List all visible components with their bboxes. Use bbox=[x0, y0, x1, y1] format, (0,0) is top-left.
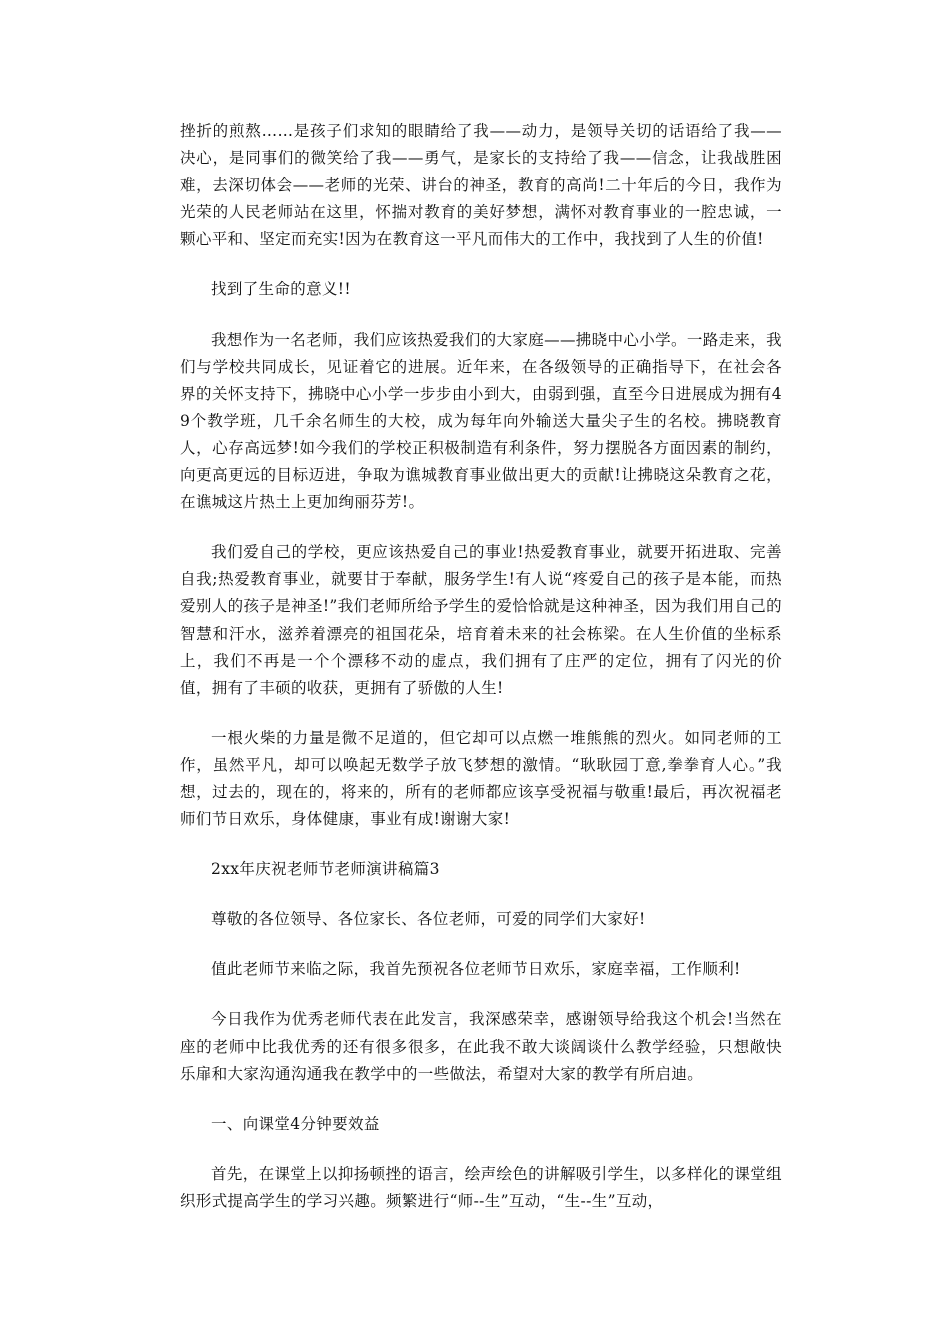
body-paragraph-4: 我们爱自己的学校，更应该热爱自己的事业!热爱教育事业，就要开拓进取、完善自我;热爱教育事业，就要甘于奉献，服务学生!有人说“疼爱自己的孩子是本能，而热爱别人的孩子是神圣!”我们老师所给予学生的爱恰恰就是这种神圣，因为我们用自己的智慧和汗水，滋养着漂亮的祖国花朵，培育着未来的社会栋梁。在人生价值的坐标系上，我们不再是一个个漂移不动的虚点，我们拥有了庄严的定位，拥有了闪光的价值，拥有了丰硕的收获，更拥有了骄傲的人生! bbox=[180, 543, 782, 697]
body-paragraph-3: 我想作为一名老师，我们应该热爱我们的大家庭——拂晓中心小学。一路走来，我们与学校共同成长，见证着它的进展。近年来，在各级领导的正确指导下，在社会各界的关怀支持下，拂晓中心小学一步步由小到大，由弱到强，直至今日进展成为拥有49个教学班，几千余名师生的大校，成为每年向外输送大量尖子生的名校。拂晓教育人，心存高远梦!如今我们的学校正积极制造有利条件，努力摆脱各方面因素的制约，向更高更远的目标迈进，争取为谯城教育事业做出更大的贡献!让拂晓这朵教育之花，在谯城这片热土上更加绚丽芬芳!。 bbox=[180, 330, 782, 512]
document-page bbox=[180, 118, 782, 1238]
body-paragraph-1: 挫折的煎熬……是孩子们求知的眼睛给了我——动力，是领导关切的话语给了我——决心，是同事们的微笑给了我——勇气，是家长的支持给了我——信念，让我战胜困难，去深切体会——老师的光荣、讲台的神圣，教育的高尚!二十年后的今日，我作为光荣的人民老师站在这里，怀揣对教育的美好梦想，满怀对教育事业的一腔忠诚，一颗心平和、坚定而充实!因为在教育这一平凡而伟大的工作中，我找到了人生的价值! bbox=[180, 122, 782, 249]
body-paragraph-2: 找到了生命的意义!! bbox=[211, 280, 351, 299]
section-heading: 2xx年庆祝老师节老师演讲稿篇3 bbox=[211, 860, 440, 879]
body-paragraph-11: 首先，在课堂上以抑扬顿挫的语言，绘声绘色的讲解吸引学生，以多样化的课堂组织形式提高学生的学习兴趣。频繁进行“师--生”互动，“生--生”互动， bbox=[180, 1164, 782, 1210]
greeting-paragraph: 尊敬的各位领导、各位家长、各位老师，可爱的同学们大家好! bbox=[211, 910, 646, 929]
subsection-heading: 一、向课堂4分钟要效益 bbox=[211, 1114, 380, 1133]
body-paragraph-8: 值此老师节来临之际，我首先预祝各位老师节日欢乐，家庭幸福，工作顺利! bbox=[211, 960, 741, 979]
body-paragraph-5: 一根火柴的力量是微不足道的，但它却可以点燃一堆熊熊的烈火。如同老师的工作，虽然平凡，却可以唤起无数学子放飞梦想的激情。“耿耿园丁意,拳拳育人心。”我想，过去的，现在的，将来的，所有的老师都应该享受祝福与敬重!最后，再次祝福老师们节日欢乐，身体健康，事业有成!谢谢大家! bbox=[180, 728, 782, 829]
body-paragraph-9: 今日我作为优秀老师代表在此发言，我深感荣幸，感谢领导给我这个机会!当然在座的老师中比我优秀的还有很多很多，在此我不敢大谈阔谈什么教学经验，只想敞快乐扉和大家沟通沟通我在教学中的一些做法，希望对大家的教学有所启迪。 bbox=[180, 1010, 782, 1083]
